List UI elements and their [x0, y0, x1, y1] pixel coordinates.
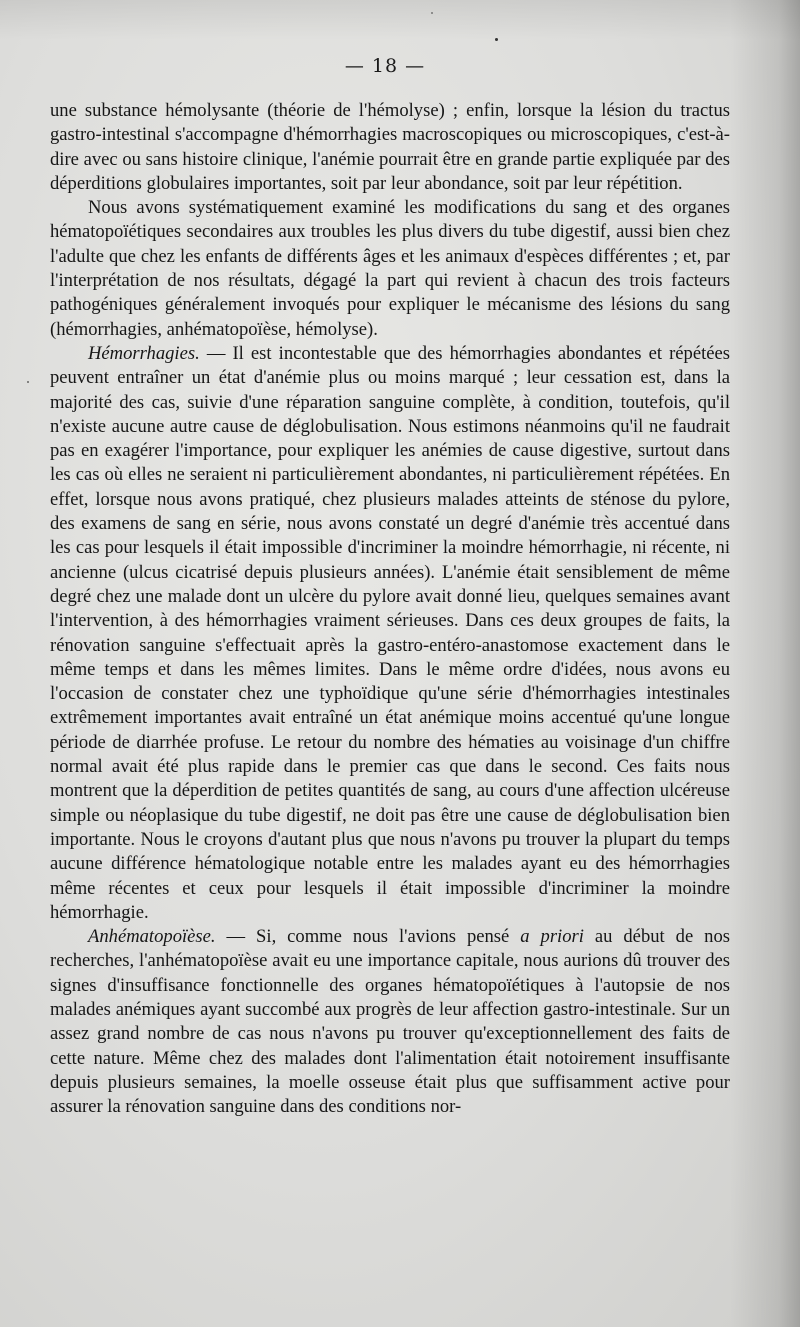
page-binding-shadow: [730, 0, 800, 1327]
paragraph-anhematopoiese: [50, 925, 730, 1119]
section-heading-hemorrhagies: Hémorrhagies.: [88, 342, 200, 364]
scan-speck: [495, 38, 498, 41]
paragraph-hemorrhagies-text: — Il est incontestable que des hémorrhagies abondantes et répétées peuvent entraîner un état d'anémie plus ou moins marqué ; leur cessation est, dans la majorité des cas, suivie d'une réparation sanguine complète, à condition, toutefois, qu'il n'existe aucune autre cause de déglobulisation. Nous estimons néanmoins qu'il ne faudrait pas en exagérer l'importance, pour expliquer les anémies de cause digestive, surtout dans les cas où elles ne seraient ni particulièrement abondantes, ni particulièrement répétées. En effet, lorsque nous avons pratiqué, chez plusieurs malades atteints de sténose du pylore, des examens de sang en série, nous avons constaté un degré d'anémie très accentué dans les cas pour lesquels il était impossible d'incriminer la moindre hémorrhagie, ni récente, ni ancienne (ulcus cicatrisé depuis plusieurs années). L'anémie était sensiblement de même degré chez une malade dont un ulcère du pylore avait donné lieu, quelques semaines avant l'intervention, à des hémorrhagies vraiment sérieuses. Dans ces deux groupes de faits, la rénovation sanguine s'effectuait après la gastro-entéro-anastomose exactement dans le même temps et dans les mêmes limites. Dans le même ordre d'idées, nous avons eu l'occasion de constater chez une typhoïdique qu'une série d'hémorrhagies intestinales extrêmement importantes avait entraîné un état anémique moins accentué qu'une longue période de diarrhée profuse. Le retour du nombre des hématies au voisinage d'un chiffre normal avait été plus rapide dans le premier cas que dans le second. Ces faits nous montrent que la déperdition de petites quantités de sang, au cours d'une affection ulcéreuse simple ou néoplasique du tube digestif, ne doit pas être une cause de déglobulisation bien importante. Nous le croyons d'autant plus que nous n'avons pu trouver la plupart du temps aucune différence hématologique notable entre les malades ayant eu des hémorrhagies même récentes et ceux pour lesquels il était impossible d'incriminer la moindre hémorrhagie.: [50, 342, 730, 923]
body-text: [50, 99, 730, 1119]
paragraph-2-text: Nous avons systématiquement examiné les modifications du sang et des organes hématopoïétiques secondaires aux troubles les plus divers du tube digestif, aussi bien chez l'adulte que chez les enfants de différents âges et les animaux d'espèces différentes ; et, par l'interprétation de nos résultats, dégagé la part qui revient à chacun des trois facteurs pathogéniques généralement invoqués pour expliquer le mécanisme des lésions du sang (hémorrhagies, anhématopoïèse, hémolyse).: [50, 197, 730, 340]
page-top-shadow: [0, 0, 800, 40]
scan-speck: [431, 12, 433, 14]
paragraph-hemorrhagies: [50, 342, 730, 925]
paragraph-2: [50, 196, 730, 342]
paragraph-anhematopoiese-text: — Si, comme nous l'avions pensé a priori au début de nos recherches, l'anhématopoïèse avait eu une importance capitale, nous aurions dû trouver des signes d'insuffisance fonctionnelle des organes hématopoïétiques à l'autopsie de nos malades anémiques ayant succombé aux progrès de leur affection gastro-intestinale. Sur un assez grand nombre de cas nous n'avons pu trouver qu'exceptionnellement des faits de cette nature. Même chez des malades dont l'alimentation était notoirement insuffisante depuis plusieurs semaines, la moelle osseuse était plus que suffisamment active pour assurer la rénovation sanguine dans des conditions nor-: [50, 926, 730, 1118]
section-heading-anhematopoiese: Anhématopoïèse.: [88, 926, 216, 948]
paragraph-1: [50, 99, 730, 196]
latin-phrase-a-priori: a priori: [520, 926, 584, 948]
paragraph-1-text: une substance hémolysante (théorie de l'hémolyse) ; enfin, lorsque la lésion du tractus gastro-intestinal s'accompagne d'hémorrhagies macroscopiques ou microscopiques, c'est-à-dire avec ou sans histoire clinique, l'anémie pourrait être en grande partie expliquée par des déperditions globulaires importantes, soit par leur abondance, soit par leur répétition.: [50, 100, 730, 194]
scan-speck: [27, 381, 29, 383]
page-number: — 18 —: [344, 55, 426, 77]
